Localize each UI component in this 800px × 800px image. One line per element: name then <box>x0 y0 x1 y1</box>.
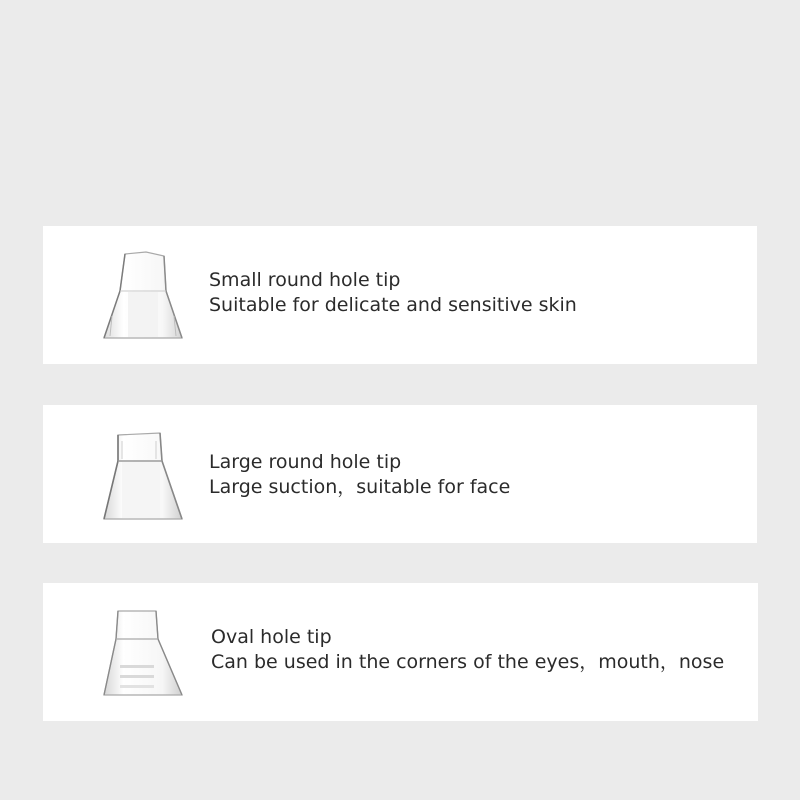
tip-text <box>211 625 724 675</box>
tip-card-large-round <box>43 405 757 543</box>
tip-description: Large suction，suitable for face <box>209 476 511 498</box>
small-round-hole-tip-icon <box>98 246 188 346</box>
tip-title: Oval hole tip <box>211 626 332 648</box>
oval-hole-tip-icon <box>98 605 188 705</box>
tip-title: Small round hole tip <box>209 269 401 291</box>
large-round-hole-tip-icon <box>98 427 188 527</box>
tip-text <box>209 268 577 318</box>
tip-title: Large round hole tip <box>209 451 402 473</box>
tip-card-small-round <box>43 226 757 364</box>
tip-description: Can be used in the corners of the eyes，mouth，nose <box>211 651 725 673</box>
tip-card-oval <box>43 583 758 721</box>
tip-description: Suitable for delicate and sensitive skin <box>209 294 577 316</box>
tip-text <box>209 450 510 500</box>
